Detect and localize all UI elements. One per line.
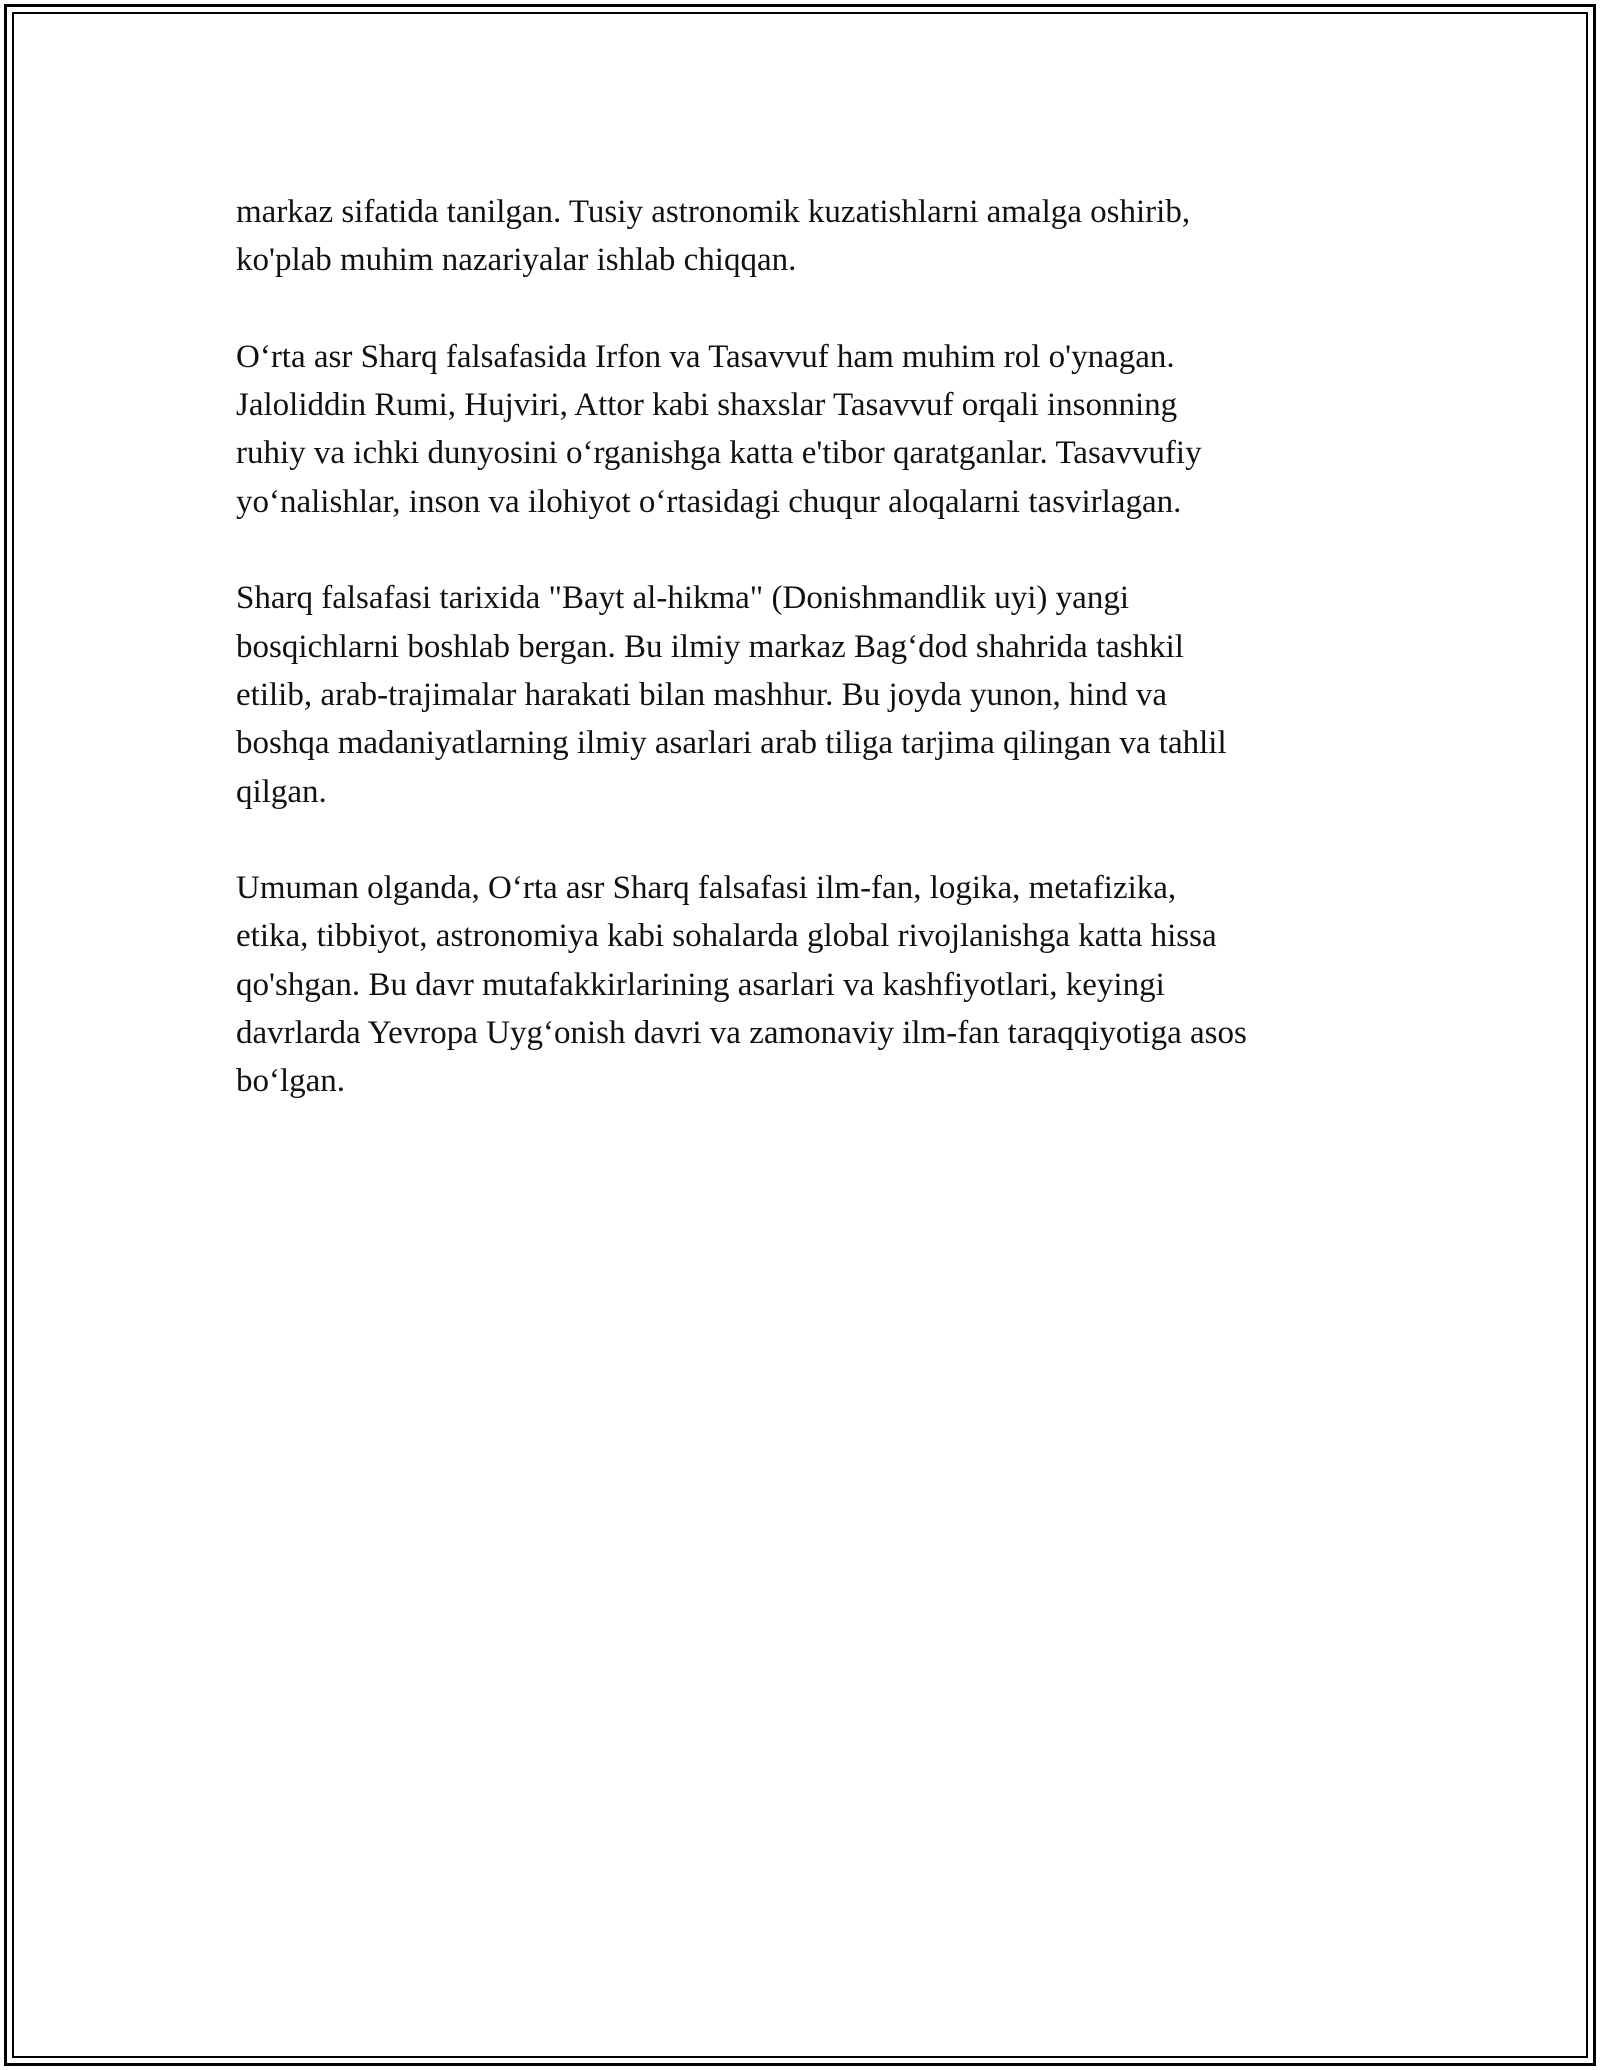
paragraph-bayt-al-hikma: Sharq falsafasi tarixida "Bayt al-hikma" (Donishmandlik uyi) yangi bosqichlarni boshlab bergan. Bu ilmiy markaz Bag‘dod shahrida tashkil etilib, arab-trajimalar harakati bilan mashhur. Bu joyda yunon, hind va boshqa madaniyatlarning ilmiy asarlari arab tiliga tarjima qilingan va tahlil qilgan.	[236, 580, 1227, 810]
document-body	[236, 188, 1386, 1154]
paragraph-tusiy-astronomy: markaz sifatida tanilgan. Tusiy astronomik kuzatishlarni amalga oshirib, ko'plab muhim nazariyalar ishlab chiqqan.	[236, 194, 1191, 279]
paragraph-conclusion: Umuman olganda, O‘rta asr Sharq falsafasi ilm-fan, logika, metafizika, etika, tibbiyot, astronomiya kabi sohalarda global rivojlanishga katta hissa qo'shgan. Bu davr mutafakkirlarining asarlari va kashfiyotlari, keyingi davrlarda Yevropa Uyg‘onish davri va zamonaviy ilm-fan taraqqiyotiga asos bo‘lgan.	[236, 870, 1247, 1100]
paragraph-irfon-tasavvuf: O‘rta asr Sharq falsafasida Irfon va Tasavvuf ham muhim rol o'ynagan. Jaloliddin Rumi, Hujviri, Attor kabi shaxslar Tasavvuf orqali insonning ruhiy va ichki dunyosini o‘rganishga katta e'tibor qaratganlar. Tasavvufiy yo‘nalishlar, inson va ilohiyot o‘rtasidagi chuqur aloqalarni tasvirlagan.	[236, 338, 1202, 520]
